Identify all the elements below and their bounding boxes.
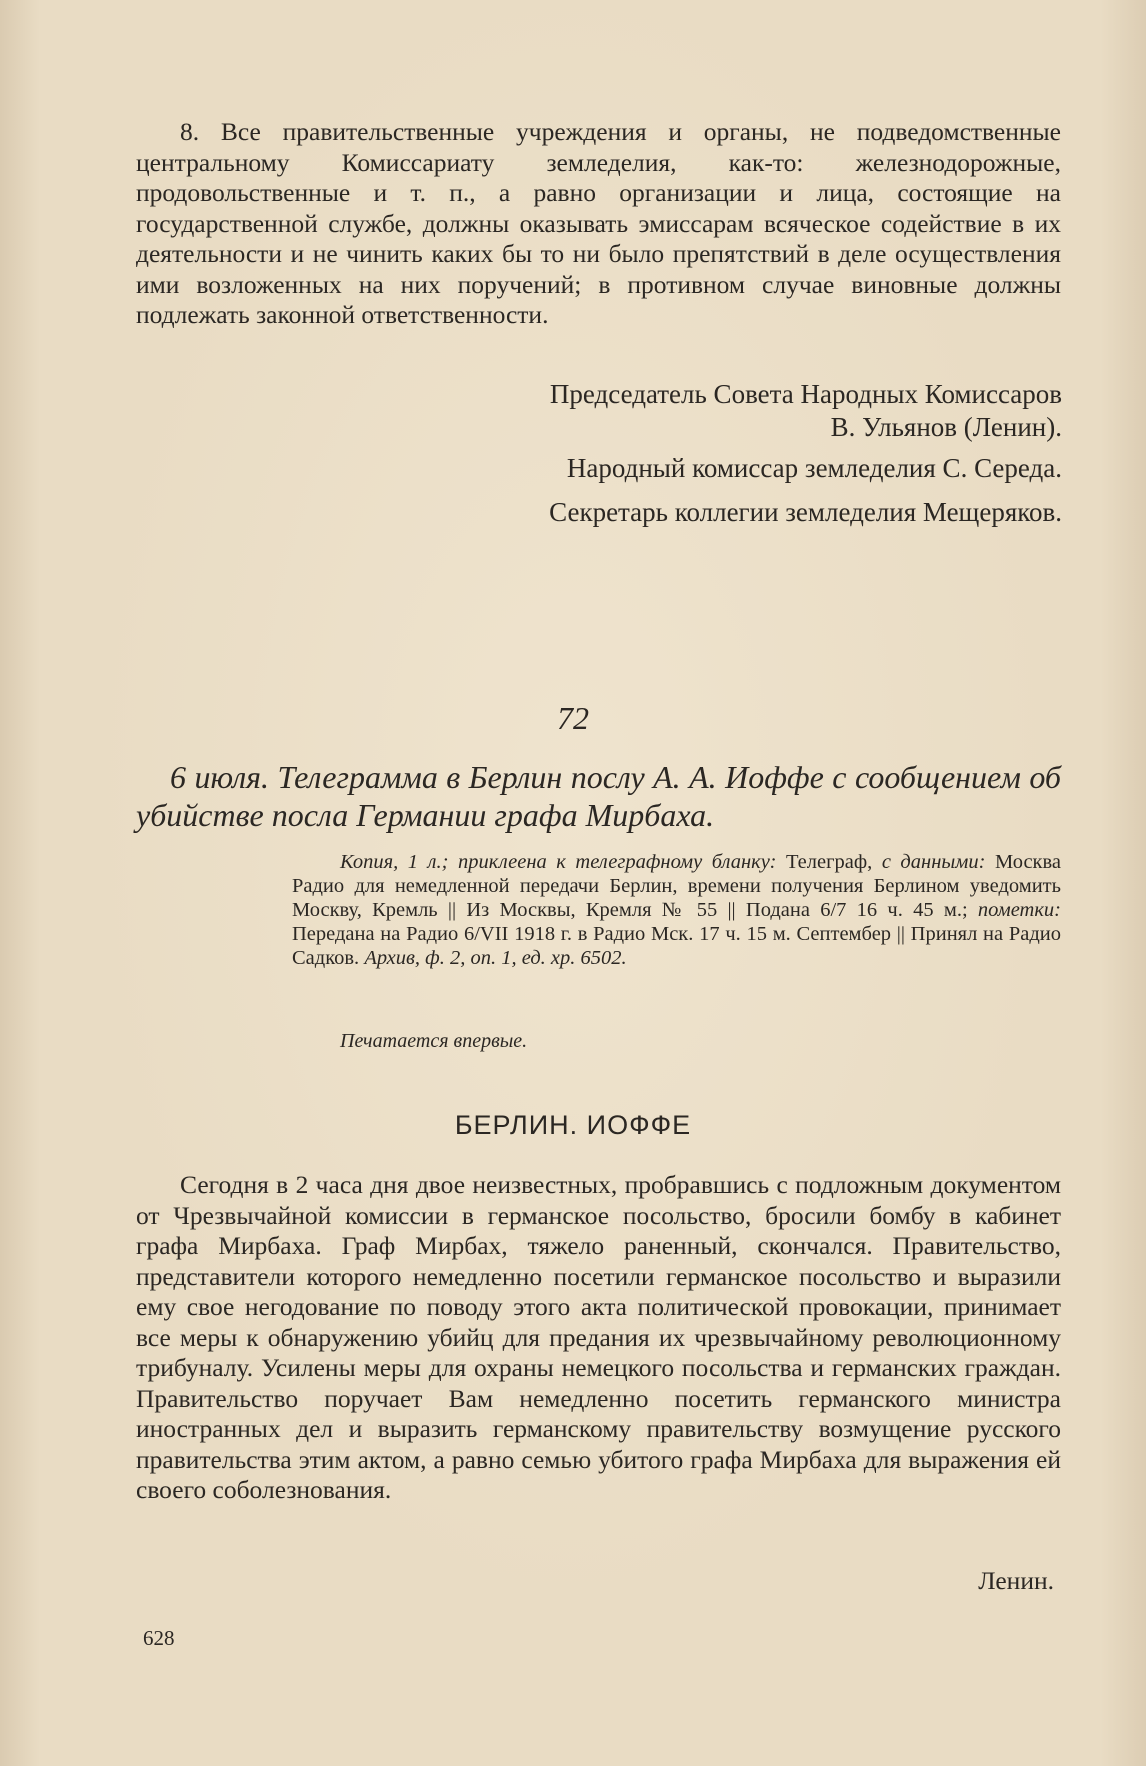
telegram-body: Сегодня в 2 часа дня двое неизвестных, пробравшись с подложным документом от Чрезвычайной комиссии в германское посольство, бросили бомбу в кабинет графа Мирбаха. Граф Мирбах, тяжело раненный, скончался. Правительство, представители которого немедленно посетили германское посольство и выразили ему свое негодование по поводу этого акта политической провокации, принимает все меры к обнаружению убийц для предания их чрезвычайному революционному трибуналу. Усилены меры для охраны немецкого посольства и германских граждан. Правительство поручает Вам немедленно посетить германского министра иностранных дел и выразить германскому правительству возмущение русского правительства этим актом, а равно семью убитого графа Мирбаха для выражения ей своего соболезнования.: [136, 1170, 1061, 1504]
document-number: 72: [557, 700, 589, 736]
source-note: [292, 850, 1061, 970]
source-text-2: Москва Радио для немедленной передачи Берлин, времени получения Берлином уведомить Москву, Кремль || Из Москвы, Кремля № 55 || Подана 6/7 16 ч. 45 м.;: [292, 851, 1062, 921]
source-label-copy: Копия, 1 л.; приклеена к телеграфному бланку:: [340, 851, 777, 873]
commissar-line: Народный комиссар земледелия С. Середа.: [566, 453, 1062, 483]
source-text-3: Передана на Радио 6/VII 1918 г. в Радио Мск. 17 ч. 15 м. Септембер || Принял на Радио Садков.: [292, 923, 1061, 969]
secretary-line: Секретарь коллегии земледелия Мещеряков.: [549, 497, 1062, 527]
source-label-data: с данными:: [881, 851, 986, 873]
telegram-heading: БЕРЛИН. ИОФФЕ: [454, 1110, 692, 1140]
first-publication-note: Печатается впервые.: [340, 1030, 528, 1052]
signature-block-chairman: [550, 378, 1062, 444]
paragraph-8: 8. Все правительственные учреждения и органы, не подведомственные центральному Комиссариату земледелия, как-то: железнодорожные, продовольственные и т. п., а равно организации и лица, состоящие на государственной службе, должны оказывать эмиссарам всяческое содействие в их деятельности и не чинить каких бы то ни было препятствий в деле осуществления ими возложенных на них поручений; в противном случае виновные должны подлежать законной ответственности.: [136, 117, 1061, 329]
chairman-name: В. Ульянов (Ленин).: [830, 412, 1062, 442]
source-text-1: Телеграф,: [785, 851, 873, 873]
signature-secretary: [549, 496, 1062, 529]
source-archive: Архив, ф. 2, оп. 1, ед. хр. 6502.: [364, 947, 627, 969]
signature-commissar: [567, 452, 1062, 485]
source-label-marks: пометки:: [977, 899, 1061, 921]
chairman-title: Председатель Совета Народных Комиссаров: [549, 379, 1062, 409]
page-number: 628: [143, 1626, 175, 1650]
telegram-signature: Ленин.: [978, 1566, 1054, 1595]
document-title: 6 июля. Телеграмма в Берлин послу А. А. Иоффе с сообщением об убийстве посла Германии графа Мирбаха.: [136, 759, 1061, 833]
